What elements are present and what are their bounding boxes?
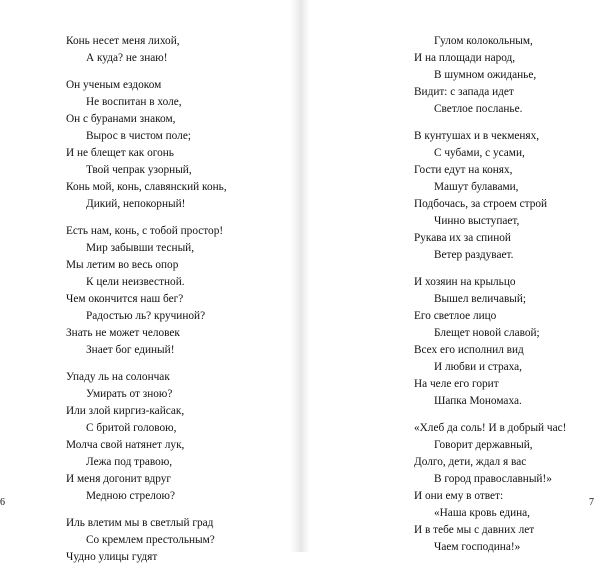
verse-line: Он ученым ездоком [66, 79, 162, 91]
verse-line: Машут булавами, [434, 181, 519, 193]
verse-line: Говорит державный, [434, 439, 533, 451]
verse-line: Знать не может человек [66, 327, 180, 339]
verse-line: И не блещет как огонь [66, 147, 174, 159]
verse-line: Знает бог единый! [86, 344, 175, 356]
verse-line: Иль влетим мы в светлый град [66, 517, 214, 529]
verse-line: Рукава их за спиной [414, 232, 511, 244]
verse-line: С бритой головою, [86, 422, 177, 434]
verse-line: Долго, дети, ждал я вас [414, 456, 527, 468]
verse-line: Радостью ль? кручиной? [86, 310, 206, 322]
verse-line: Вышел величавый; [434, 293, 527, 305]
verse-line: Чинно выступает, [434, 215, 520, 227]
verse-line: Видит: с запада идет [414, 86, 514, 98]
verse-line: И на площади народ, [414, 52, 516, 64]
verse-line: Блещет новой славой; [434, 327, 540, 339]
verse-line: Умирать от зною? [86, 388, 173, 400]
verse-line: Не воспитан в холе, [86, 96, 182, 108]
verse-line: И в тебе мы с давних лет [414, 524, 535, 536]
verse-line: И меня догонит вдруг [66, 473, 172, 485]
verse-line: Вырос в чистом поле; [86, 130, 191, 142]
verse-line: Медною стрелою? [86, 490, 175, 502]
verse-line: «Хлеб да соль! И в добрый час! [414, 422, 567, 434]
verse-line: Упаду ль на солончак [66, 371, 170, 383]
stanza [66, 33, 227, 67]
verse-line: В город православный!» [434, 473, 552, 485]
verse-line: Всех его исполнил вид [414, 344, 524, 356]
page-number: 7 [589, 497, 594, 508]
verse-line: Со кремлем престольным? [86, 534, 215, 546]
verse-line: Мы летим во весь опор [66, 259, 179, 271]
verse-line: Твой чепрак узорный, [86, 164, 192, 176]
stanza [414, 128, 566, 264]
verse-line: И они ему в ответ: [414, 490, 504, 502]
verse-line: А куда? не знаю! [86, 52, 168, 64]
verse-line: К цели неизвестной. [86, 276, 185, 288]
gutter-shadow [290, 0, 300, 552]
left-page [0, 0, 300, 563]
verse-line: Чудно улицы гудят [66, 551, 158, 563]
right-poem-text [414, 33, 566, 566]
verse-line: «Наша кровь едина, [434, 507, 530, 519]
stanza [414, 274, 566, 410]
verse-line: Дикий, непокорный! [86, 198, 186, 210]
verse-line: И любви и страха, [434, 361, 522, 373]
stanza [414, 420, 566, 556]
verse-line: Подбочась, за строем строй [414, 198, 548, 210]
stanza [66, 369, 227, 505]
page-number: 6 [0, 497, 5, 508]
left-poem-text [66, 33, 227, 576]
verse-line: Чем окончится наш бег? [66, 293, 184, 305]
verse-line: Шапка Мономаха. [434, 395, 522, 407]
verse-line: Или злой киргиз-кайсак, [66, 405, 185, 417]
stanza [66, 223, 227, 359]
gutter-shadow [300, 0, 310, 552]
verse-line: Чаем господина!» [434, 541, 521, 553]
verse-line: В кунтушах и в чекменях, [414, 130, 540, 142]
verse-line: Есть нам, конь, с тобой простор! [66, 225, 224, 237]
verse-line: Светлое посланье. [434, 103, 523, 115]
verse-line: На челе его горит [414, 378, 499, 390]
verse-line: Ветер раздувает. [434, 249, 514, 261]
verse-line: Он с буранами знаком, [66, 113, 176, 125]
verse-line: Конь мой, конь, славянский конь, [66, 181, 227, 193]
verse-line: Молча свой натянет лук, [66, 439, 185, 451]
verse-line: И хозяин на крыльцо [414, 276, 516, 288]
verse-line: Гости едут на конях, [414, 164, 513, 176]
verse-line: Лежа под травою, [86, 456, 173, 468]
stanza [66, 515, 227, 566]
stanza [66, 77, 227, 213]
stanza [414, 33, 566, 118]
verse-line: Его светлое лицо [414, 310, 497, 322]
verse-line: В шумном ожиданье, [434, 69, 537, 81]
verse-line: С чубами, с усами, [434, 147, 525, 159]
verse-line: Конь несет меня лихой, [66, 35, 180, 47]
verse-line: Гулом колокольным, [434, 35, 533, 47]
verse-line: Мир забывши тесный, [86, 242, 195, 254]
